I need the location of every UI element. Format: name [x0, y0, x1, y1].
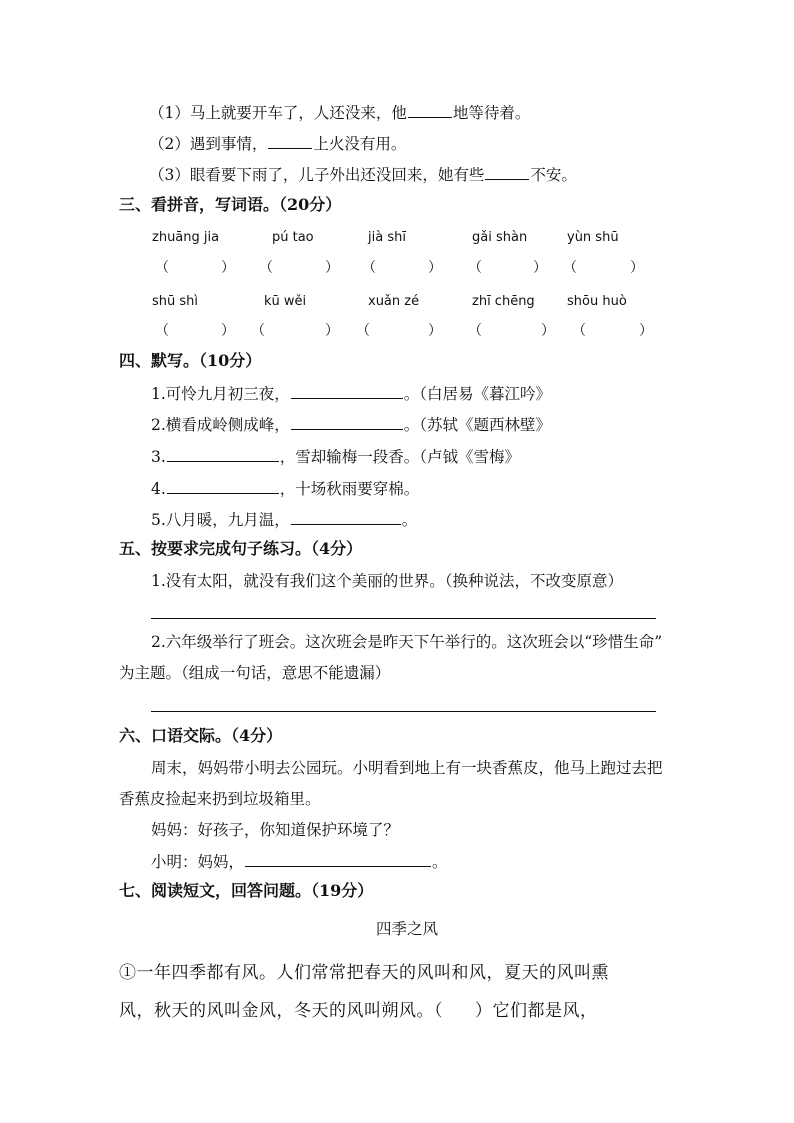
q2-item-1: （1）马上就要开车了，人还没来，他 地等待着。 — [149, 101, 530, 124]
pinyin: yùn shū — [567, 230, 619, 245]
fill-blank[interactable] — [408, 101, 452, 118]
q2-item-2: （2）遇到事情， 上火没有用。 — [149, 132, 406, 155]
fill-blank[interactable] — [268, 132, 312, 149]
pinyin: zhī chēng — [472, 294, 535, 309]
dialogue-ming: 小明：妈妈， 。 — [151, 850, 448, 873]
recite-item-2: 2.横看成岭侧成峰， 。（苏轼《题西林壁》 — [151, 413, 551, 436]
pinyin: jià shī — [368, 230, 406, 245]
passage-para-line1: ①一年四季都有风。人们常常把春天的风叫和风，夏天的风叫熏 — [119, 963, 609, 983]
fill-blank[interactable] — [485, 163, 529, 180]
passage-title: 四季之风 — [376, 920, 439, 938]
pinyin: shū shì — [152, 294, 199, 309]
dialogue-context-line2: 香蕉皮捡起来扔到垃圾箱里。 — [119, 790, 321, 808]
section-heading-5: 五、按要求完成句子练习。（4分） — [119, 539, 363, 558]
passage-para-line2: 风，秋天的风叫金风，冬天的风叫朔风。（ ）它们都是风， — [119, 1001, 598, 1021]
pinyin: xuǎn zé — [368, 294, 420, 309]
pinyin: pú tao — [272, 230, 314, 245]
sentence-task-2-line1: 2.六年级举行了班会。这次班会是昨天下午举行的。这次班会以“珍惜生命” — [151, 633, 663, 651]
sentence-task-2-line2: 为主题。（组成一句话，意思不能遗漏） — [119, 664, 391, 682]
section-heading-6: 六、口语交际。（4分） — [119, 726, 283, 745]
answer-line[interactable] — [151, 711, 656, 712]
recite-item-5: 5.八月暖，九月温， 。 — [151, 508, 417, 531]
fill-blank[interactable] — [291, 413, 403, 430]
section-heading-3: 三、看拼音，写词语。（20分） — [119, 195, 342, 214]
fill-blank[interactable] — [291, 382, 403, 399]
pinyin: zhuāng jia — [152, 230, 220, 245]
section-heading-4: 四、默写。（10分） — [119, 351, 262, 370]
dialogue-context-line1: 周末，妈妈带小明去公园玩。小明看到地上有一块香蕉皮，他马上跑过去把 — [151, 759, 663, 777]
fill-blank[interactable] — [245, 850, 431, 867]
recite-item-1: 1.可怜九月初三夜， 。（白居易《暮江吟》 — [151, 382, 551, 405]
section-heading-7: 七、阅读短文，回答问题。（19分） — [119, 881, 374, 900]
pinyin: shōu huò — [567, 294, 627, 309]
fill-blank[interactable] — [167, 445, 279, 462]
fill-blank[interactable] — [167, 477, 279, 494]
pinyin: kū wěi — [264, 294, 307, 309]
q2-item-3: （3）眼看要下雨了，儿子外出还没回来，她有些 不安。 — [149, 163, 577, 186]
recite-item-3: 3. ，雪却输梅一段香。（卢钺《雪梅》 — [151, 445, 520, 468]
recite-item-4: 4. ，十场秋雨要穿棉。 — [151, 477, 419, 500]
fill-blank[interactable] — [291, 508, 401, 525]
answer-line[interactable] — [151, 618, 656, 619]
pinyin: gǎi shàn — [472, 230, 528, 245]
dialogue-mom: 妈妈：好孩子，你知道保护环境了？ — [151, 821, 400, 839]
sentence-task-1: 1.没有太阳，就没有我们这个美丽的世界。（换种说法，不改变原意） — [151, 572, 624, 590]
